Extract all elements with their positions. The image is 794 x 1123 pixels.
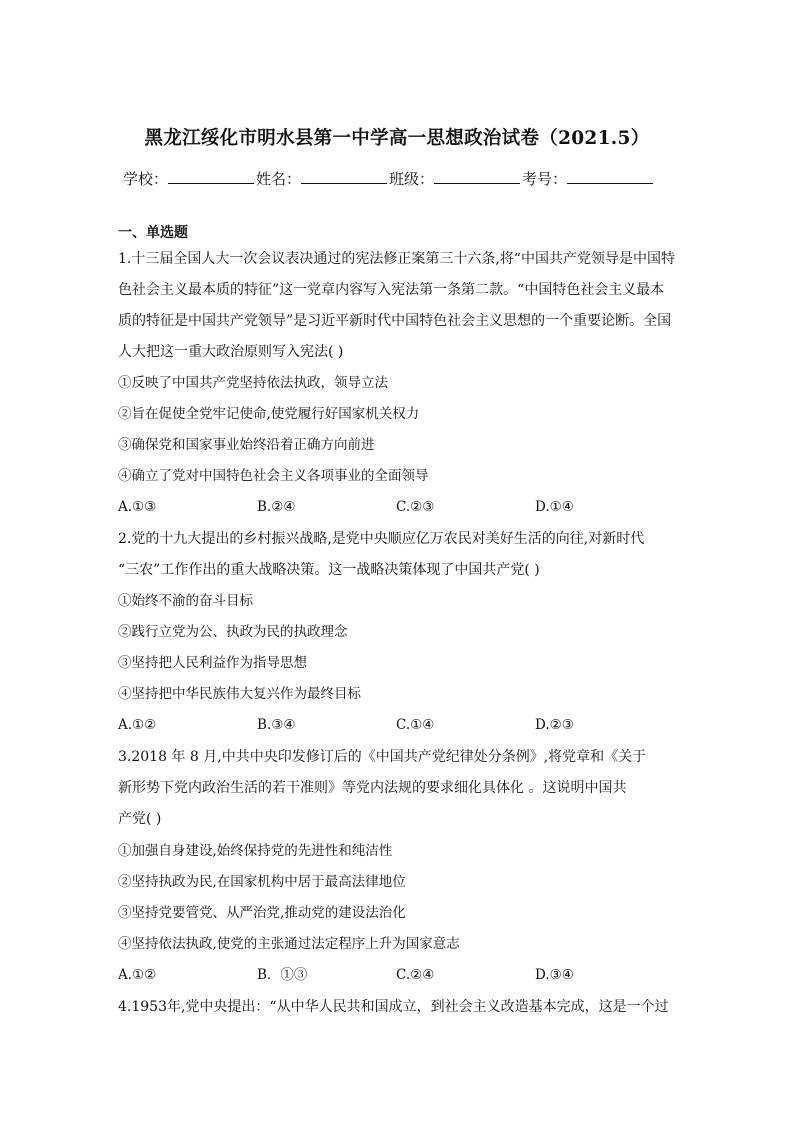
student-info-row: [123, 168, 655, 189]
choice-d[interactable]: D.①④: [535, 499, 574, 515]
q3-option: ③坚持党要管党、从严治党,推动党的建设法治化: [118, 905, 406, 921]
choice-b[interactable]: B．①③: [257, 967, 308, 983]
name-blank[interactable]: [301, 169, 387, 184]
q1-option: ④确立了党对中国特色社会主义各项事业的全面领导: [118, 468, 429, 484]
school-label: 学校：: [123, 170, 169, 188]
q2-option: ③坚持把人民利益作为指导思想: [118, 655, 307, 671]
class-blank[interactable]: [434, 169, 520, 184]
q1-line: 色社会主义最本质的特征”这一党章内容写入宪法第一条第二款。“中国特色社会主义最本: [118, 282, 665, 298]
choice-b[interactable]: B.③④: [257, 717, 296, 733]
q2-option: ④坚持把中华民族伟大复兴作为最终目标: [118, 686, 361, 702]
q3-line: 新形势下党内政治生活的若干准则》等党内法规的要求细化具体化 。这说明中国共: [118, 780, 627, 796]
q1-option: ②旨在促使全党牢记使命,使党履行好国家机关权力: [118, 406, 420, 422]
exam-title: 黑龙江绥化市明水县第一中学高一思想政治试卷（2021.5）: [144, 128, 650, 149]
q1-line: 人大把这一重大政治原则写入宪法( ): [118, 344, 344, 360]
choice-b[interactable]: B.②④: [257, 499, 296, 515]
choice-a[interactable]: A.①②: [118, 717, 157, 733]
choice-a[interactable]: A.①②: [118, 967, 157, 983]
school-blank[interactable]: [168, 169, 254, 184]
number-blank[interactable]: [567, 169, 653, 184]
section-heading: 一、单选题: [118, 225, 188, 241]
q2-line: “三农”工作作出的重大战略决策。这一战略决策体现了中国共产党( ): [118, 562, 540, 578]
q3-line: 产党( ): [118, 811, 162, 827]
q1-line: 质的特征是中国共产党领导”是习近平新时代中国特色社会主义思想的一个重要论断。全国: [118, 313, 672, 329]
q2-option: ②践行立党为公、执政为民的执政理念: [118, 624, 348, 640]
number-label: 考号：: [522, 170, 568, 188]
q2-option: ①始终不渝的奋斗目标: [118, 593, 253, 609]
choice-c[interactable]: C.①④: [396, 717, 435, 733]
choice-c[interactable]: C.②④: [396, 967, 435, 983]
q2-line: 2.党的十九大提出的乡村振兴战略,是党中央顺应亿万农民对美好生活的向往,对新时代: [118, 531, 645, 547]
q3-line: 3.2018 年 8 月,中共中央印发修订后的《中国共产党纪律处分条例》,将党章和《关于: [118, 749, 647, 765]
choice-c[interactable]: C.②③: [396, 499, 435, 515]
name-label: 姓名：: [256, 170, 302, 188]
class-label: 班级：: [389, 170, 435, 188]
q1-line: 1.十三届全国人大一次会议表决通过的宪法修正案第三十六条,将“中国共产党领导是中国特: [118, 251, 675, 267]
q3-option: ①加强自身建设,始终保持党的先进性和纯洁性: [118, 843, 393, 859]
q3-option: ④坚持依法执政,使党的主张通过法定程序上升为国家意志: [118, 936, 460, 952]
q4-line: 4.1953年,党中央提出：“从中华人民共和国成立，到社会主义改造基本完成，这是一个过: [118, 999, 669, 1015]
q1-option: ③确保党和国家事业始终沿着正确方向前进: [118, 437, 375, 453]
q1-option: ①反映了中国共产党坚持依法执政，领导立法: [118, 375, 388, 391]
choice-d[interactable]: D.②③: [535, 717, 574, 733]
choice-a[interactable]: A.①③: [118, 499, 157, 515]
q3-option: ②坚持执政为民,在国家机构中居于最高法律地位: [118, 874, 406, 890]
choice-d[interactable]: D.③④: [535, 967, 574, 983]
